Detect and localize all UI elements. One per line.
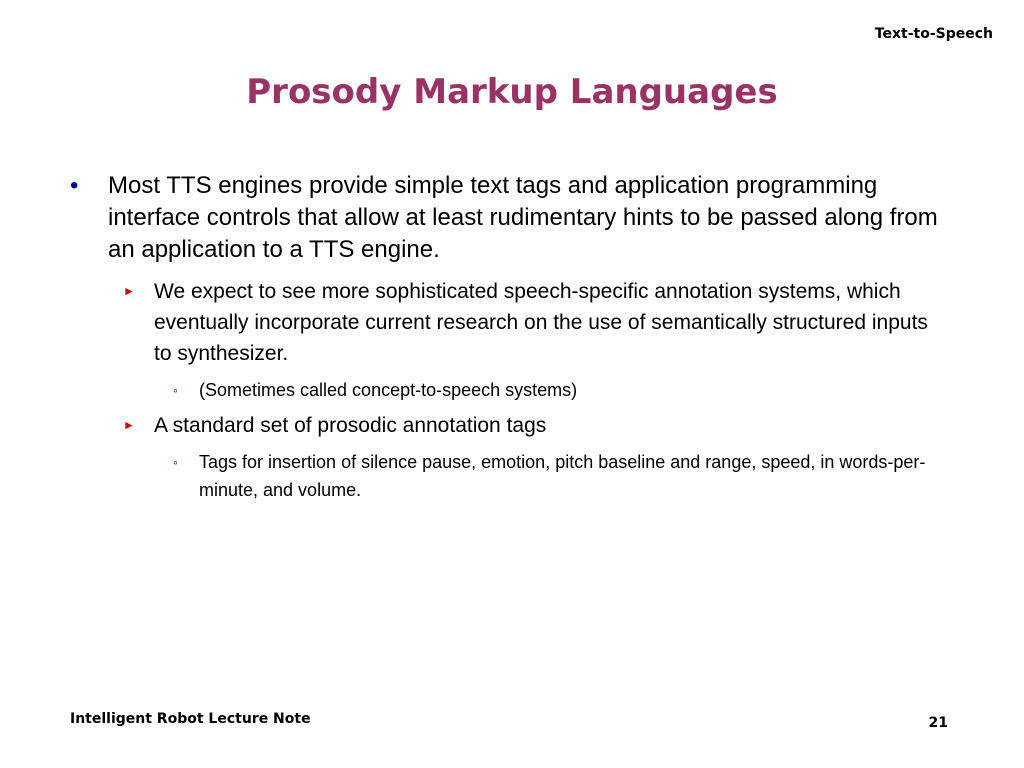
bullet-text: Tags for insertion of silence pause, emotion, pitch baseline and range, speed, in words-per-minute, and volume.: [199, 452, 926, 500]
bullet-level3: [173, 376, 950, 404]
page-number: 21: [928, 715, 948, 731]
bullet-level2: [123, 410, 950, 441]
bullet-text: We expect to see more sophisticated speech-specific annotation systems, which eventually incorporate current research on the use of semantically structured inputs to synthesizer.: [154, 280, 928, 365]
bullet-level1: [70, 170, 950, 266]
bullet-text: Most TTS engines provide simple text tags and application programming interface controls that allow at least rudimentary hints to be passed along from an application to a TTS engine.: [108, 172, 938, 263]
slide-title: Prosody Markup Languages: [246, 72, 778, 112]
circle-bullet-icon: ◦: [173, 382, 178, 398]
bullet-text: A standard set of prosodic annotation tags: [154, 414, 547, 437]
bullet-dot-icon: •: [70, 172, 79, 199]
bullet-level2: [123, 276, 950, 369]
bullet-text: (Sometimes called concept-to-speech systems): [199, 380, 578, 400]
bullet-level3: [173, 448, 950, 504]
slide-content: [70, 170, 950, 510]
footer-course-name: Intelligent Robot Lecture Note: [70, 711, 311, 727]
triangle-arrow-icon: ►: [123, 418, 135, 432]
triangle-arrow-icon: ►: [123, 284, 135, 298]
circle-bullet-icon: ◦: [173, 454, 178, 470]
header-label: Text-to-Speech: [874, 26, 993, 42]
